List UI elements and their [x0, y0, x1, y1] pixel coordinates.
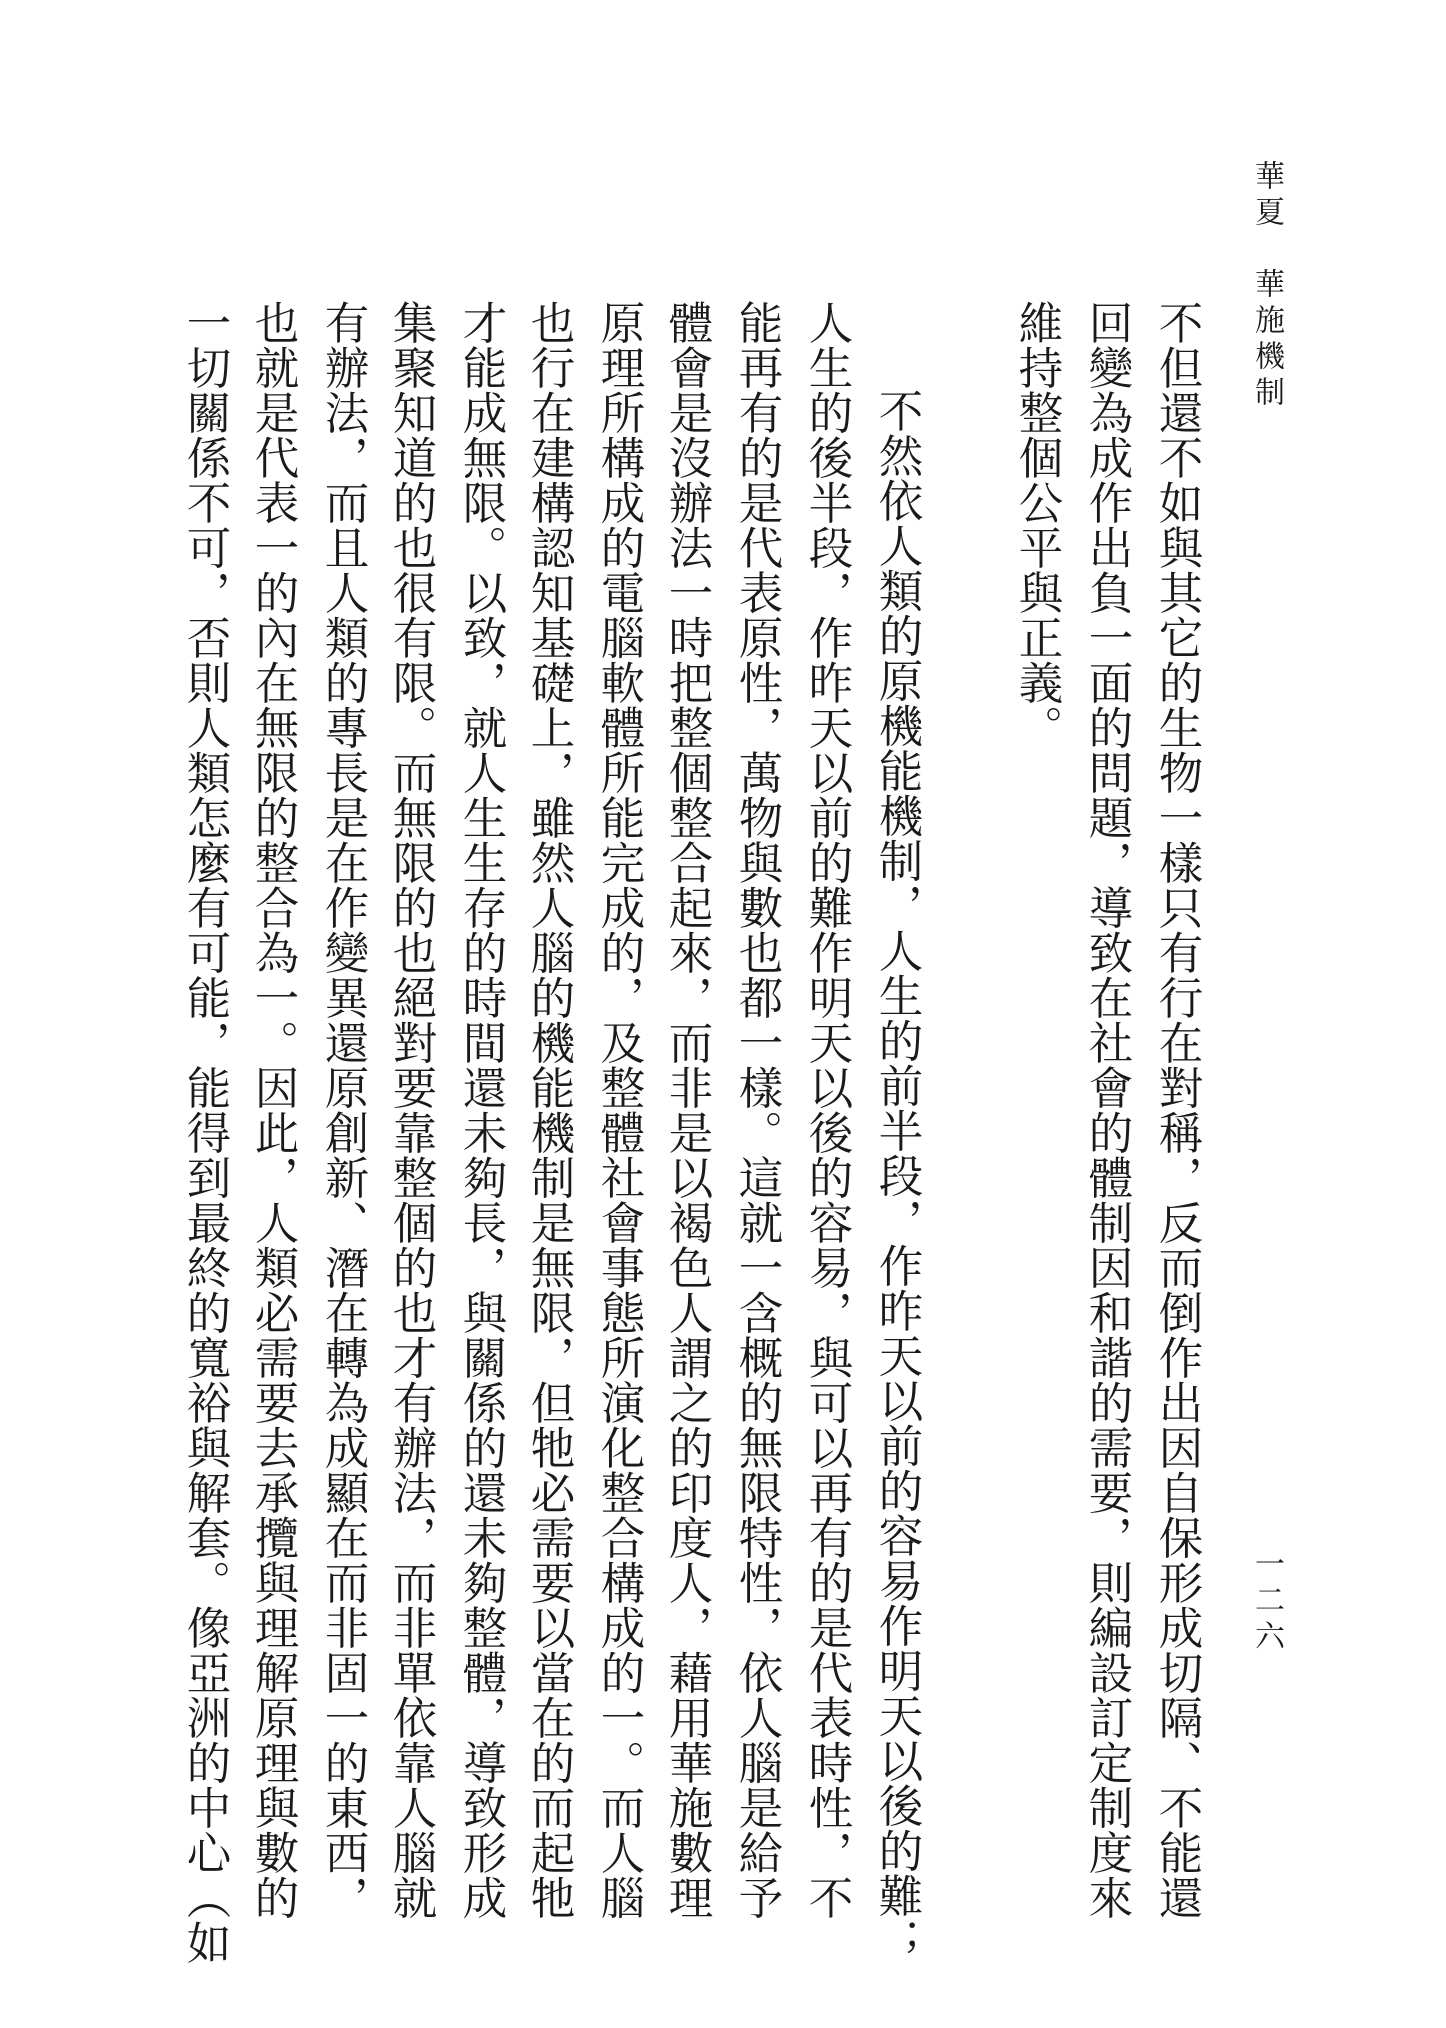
text-column-4-paragraph-start: 不然依人類的原機能機制，人生的前半段，作昨天以前的容易作明天以後的難；: [871, 388, 922, 1963]
text-column-9: 也行在建構認知基礎上，雖然人腦的機能機制是無限，但牠必需要以當在的而起牠: [523, 300, 574, 1920]
text-column-14: 一切關係不可，否則人類怎麼有可能，能得到最終的寬裕與解套。像亞洲的中心（如: [179, 300, 230, 1965]
running-title: 華夏 華施機制: [1249, 160, 1284, 412]
text-column-8: 原理所構成的電腦軟體所能完成的，及整體社會事態所演化整合構成的一。而人腦: [593, 300, 644, 1920]
text-column-2: 回變為成作出負一面的問題，導致在社會的體制因和諧的需要，則編設訂定制度來: [1081, 300, 1132, 1920]
page-number: 一二六: [1249, 1548, 1284, 1656]
text-column-11: 集聚知道的也很有限。而無限的也絕對要靠整個的也才有辦法，而非單依靠人腦就: [385, 300, 436, 1920]
text-column-10: 才能成無限。以致，就人生生存的時間還未夠長，與關係的還未夠整體，導致形成: [455, 300, 506, 1920]
text-column-5: 人生的後半段，作昨天以前的難作明天以後的容易，與可以再有的是代表時性，不: [801, 300, 852, 1920]
text-column-12: 有辦法，而且人類的專長是在作變異還原創新、潛在轉為成顯在而非固一的東西，: [317, 300, 368, 1920]
text-column-1: 不但還不如與其它的生物一樣只有行在對稱，反而倒作出因自保形成切隔、不能還: [1151, 300, 1202, 1920]
text-column-6: 能再有的是代表原性，萬物與數也都一樣。這就一含概的無限特性，依人腦是給予: [731, 300, 782, 1920]
text-column-13: 也就是代表一的內在無限的整合為一。因此，人類必需要去承攬與理解原理與數的: [247, 300, 298, 1920]
text-column-7: 體會是沒辦法一時把整個整合起來，而非是以褐色人謂之的印度人，藉用華施數理: [661, 300, 712, 1920]
text-column-3: 維持整個公平與正義。: [1011, 300, 1062, 750]
